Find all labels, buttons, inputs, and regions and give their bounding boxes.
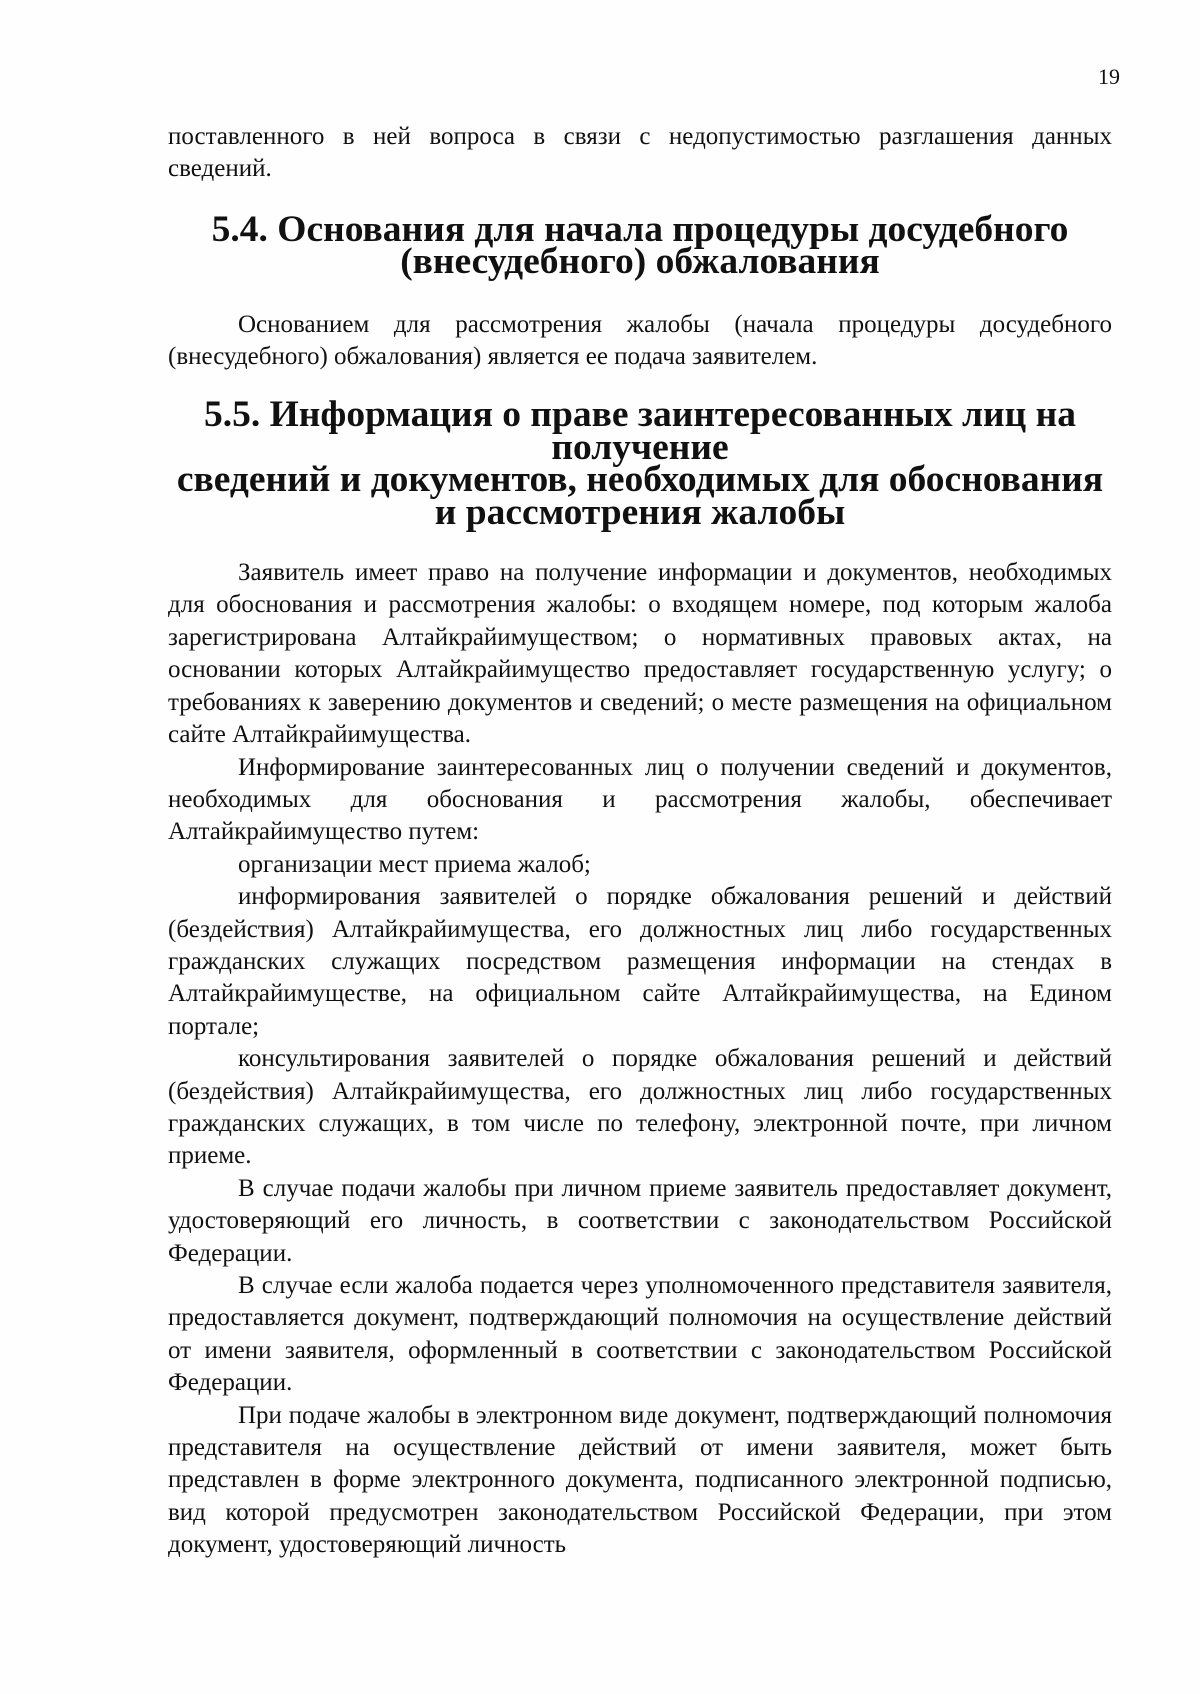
section-5-5-heading-line: и рассмотрения жалобы (434, 491, 846, 533)
body-paragraph: В случае если жалоба подается через уполномоченного представителя заявителя, предоставляется документ, подтверждающий полномочия на осуществление действий от имени заявителя, оформленный в соответствии с законодательством Российской Федерации. (168, 1272, 1112, 1397)
section-5-5-heading-line: 5.5. Информация о праве заинтересованных лиц на получение (203, 394, 1077, 468)
section-5-4-heading-line: 5.4. Основания для начала процедуры досудебного (211, 208, 1069, 250)
list-item: информирования заявителей о порядке обжалования решений и действий (бездействия) Алтайкрайимущества, его должностных лиц либо государственных гражданских служащих посредством размещения информации на стендах в Алтайкрайимуществе, на официальном сайте Алтайкрайимущества, на Едином портале; (168, 883, 1112, 1040)
body-paragraph: Информирование заинтересованных лиц о получении сведений и документов, необходимых для обоснования и рассмотрения жалобы, обеспечивает Алтайкрайимущество путем: (168, 753, 1112, 846)
list-item: организации мест приема жалоб; (238, 850, 591, 878)
section-5-5-heading (168, 394, 1112, 533)
spacer (168, 279, 1112, 309)
page-content (168, 121, 1112, 1562)
body-paragraph: При подаче жалобы в электронном виде документ, подтверждающий полномочия представителя на осуществление действий от имени заявителя, может быть представлен в форме электронного документа, подписанного электронной подписью, вид которой предусмотрен законодательством Российской Федерации, при этом документ, удостоверяющий личность (168, 1401, 1112, 1559)
section-5-4-heading (168, 208, 1112, 283)
section-5-5-heading-line: сведений и документов, необходимых для обоснования (176, 459, 1104, 501)
page-number: 19 (1098, 64, 1120, 89)
continuation-paragraph: поставленного в ней вопроса в связи с недопустимостью разглашения данных сведений. (168, 123, 1112, 183)
section-5-4-heading-line: (внесудебного) обжалования (400, 241, 880, 283)
section-5-4-paragraph: Основанием для рассмотрения жалобы (начала процедуры досудебного (внесудебного) обжалования) является ее подача заявителем. (168, 310, 1112, 371)
spacer (168, 529, 1112, 557)
body-paragraph: Заявитель имеет право на получение информации и документов, необходимых для обоснования и рассмотрения жалобы: о входящем номере, под которым жалоба зарегистрирована Алтайкрайимуществом; о нормативных правовых актах, на основании которых Алтайкрайимущество предоставляет государственную услугу; о требованиях к заверению документов и сведений; о месте размещения на официальном сайте Алтайкрайимущества. (168, 559, 1112, 749)
list-item: консультирования заявителей о порядке обжалования решений и действий (бездействия) Алтайкрайимущества, его должностных лиц либо государственных гражданских служащих, в том числе по телефону, электронной почте, при личном приеме. (168, 1045, 1112, 1170)
body-paragraph: В случае подачи жалобы при личном приеме заявитель предоставляет документ, удостоверяющий его личность, в соответствии с законодательством Российской Федерации. (168, 1174, 1112, 1267)
